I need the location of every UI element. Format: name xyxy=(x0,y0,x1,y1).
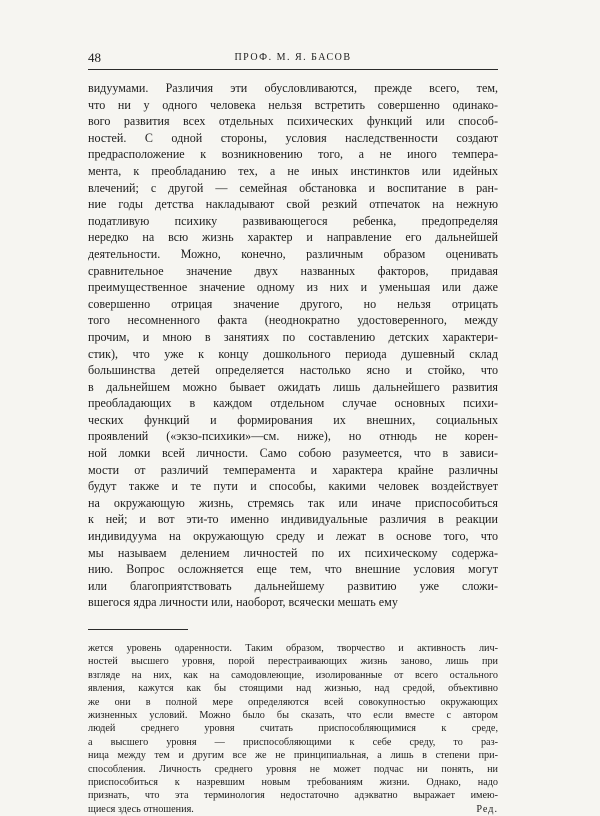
footnote-line: приспособиться к назревшим новым требованиям жизни. Однако, надо xyxy=(88,777,498,789)
footnote-rule xyxy=(88,629,188,630)
body-line: преобладающих в каждом отдельном случае основных психи- xyxy=(88,396,498,411)
running-header xyxy=(88,50,498,66)
footnote-line: жется уровень одаренности. Таким образом, творчество и активность лич- xyxy=(88,643,498,654)
footnote-line: щиеся здесь отношения. Ред. xyxy=(88,803,498,815)
body-line: нередко на всю жизнь характер и направление его дальнейшей xyxy=(88,230,498,245)
body-line: ностей. С одной стороны, условия наследственности создают xyxy=(88,130,498,145)
footnote-line: людей среднего уровня считать приспособляющимися к среде, xyxy=(88,723,498,735)
body-line: вшегося ядра личности или, наоборот, всячески мешать ему xyxy=(88,595,398,610)
body-line: совершенно отрицая значение другого, но нельзя отрицать xyxy=(88,296,498,311)
body-line: нию. Вопрос осложняется еще тем, что внешние условия могут xyxy=(88,562,498,577)
body-line: индивидуума на окружающую среду и лежат в основе того, что xyxy=(88,529,498,544)
header-rule xyxy=(88,69,498,70)
body-line: мости от различий темперамента и характера крайне различны xyxy=(88,462,498,477)
body-line: сравнительное значение двух названных факторов, придавая xyxy=(88,263,498,278)
body-line: податливую психику развивающегося ребенка, предопределяя xyxy=(88,213,498,228)
body-line: проявлений («экзо-психики»—см. ниже), но отнюдь не корен- xyxy=(88,429,498,444)
footnote-line: способления. Личность среднего уровня не может подчас ни понять, ни xyxy=(88,763,498,775)
body-line: ние годы детства накладывают свой резкий отпечаток на нежную xyxy=(88,197,498,212)
body-line: в дальнейшем можно бывает ожидать лишь дальнейшего развития xyxy=(88,379,498,394)
footnote-line: ница между тем и другим все же не принципиальная, а лишь в степени при- xyxy=(88,750,498,762)
body-line: преимущественное значение одному из них и уменьшая или даже xyxy=(88,280,498,295)
page-number: 48 xyxy=(88,50,101,65)
body-line: деятельности. Можно, конечно, различным образом оценивать xyxy=(88,246,498,261)
footnote-line: взгляде на них, как на самодовлеющие, изолированные от всего остального xyxy=(88,669,498,681)
running-title: ПРОФ. М. Я. БАСОВ xyxy=(234,52,352,63)
body-line: того несомненного факта (неоднократно удостоверенного, между xyxy=(88,313,498,328)
body-line: видуумами. Различия эти обусловливаются, прежде всего, тем, xyxy=(88,81,498,95)
footnote xyxy=(88,642,498,816)
body-line: влечений; с другой — семейная обстановка и воспитание в ран- xyxy=(88,180,498,195)
footnote-line: явления, кажутся как бы стоящими над жизнью, над средой, объективно xyxy=(88,683,498,695)
body-line: будут также и те пути и способы, какими человек воздействует xyxy=(88,479,498,494)
body-text xyxy=(88,80,498,611)
body-line: что ни у одного человека нельзя встретить совершенно одинако- xyxy=(88,97,498,112)
body-line: стик), что уже к концу дошкольного периода душевный склад xyxy=(88,346,498,361)
body-line: ческих функций и формирования их внешних, социальных xyxy=(88,412,498,427)
body-line: прочим, и мною в занятиях по составлению детских характери- xyxy=(88,329,498,344)
footnote-line: признать, что эта терминология недостаточно адэкватно выражает имею- xyxy=(88,790,498,802)
footnote-line: ностей высшего уровня, порой перестраивающих жизнь заново, лишь при xyxy=(88,656,498,668)
body-line: мента, к преобладанию тех, а не иных инстинктов или идейных xyxy=(88,163,498,178)
body-line: на окружающую жизнь, стремясь так или иначе приспособиться xyxy=(88,495,498,510)
footnote-line: жизненных условий. Можно было бы сказать, что если вместе с автором xyxy=(88,710,498,722)
body-line: предрасположение к возникновению того, а не иного темпера- xyxy=(88,147,498,162)
footnote-line: же они в полной мере определяются всей совокупностью окружающих xyxy=(88,696,498,708)
body-line: ной ломки всей личности. Само собою разумеется, что в зависи- xyxy=(88,446,498,461)
body-line: мы называем делением личностей по их психическому содержа- xyxy=(88,545,498,560)
page xyxy=(88,50,498,816)
footnote-signature: Ред. xyxy=(476,803,498,815)
body-line: к ней; и вот эти-то именно индивидуальные различия в реакции xyxy=(88,512,498,527)
footnote-line: а высшего уровня — приспособляющими к себе среду, то раз- xyxy=(88,736,498,748)
body-line: или благоприятствовать дальнейшему развитию уже сложи- xyxy=(88,578,498,593)
body-line: вого развития всех отдельных психических функций или способ- xyxy=(88,114,498,129)
body-line: большинства детей определяется настолько ясно и стойко, что xyxy=(88,363,498,378)
